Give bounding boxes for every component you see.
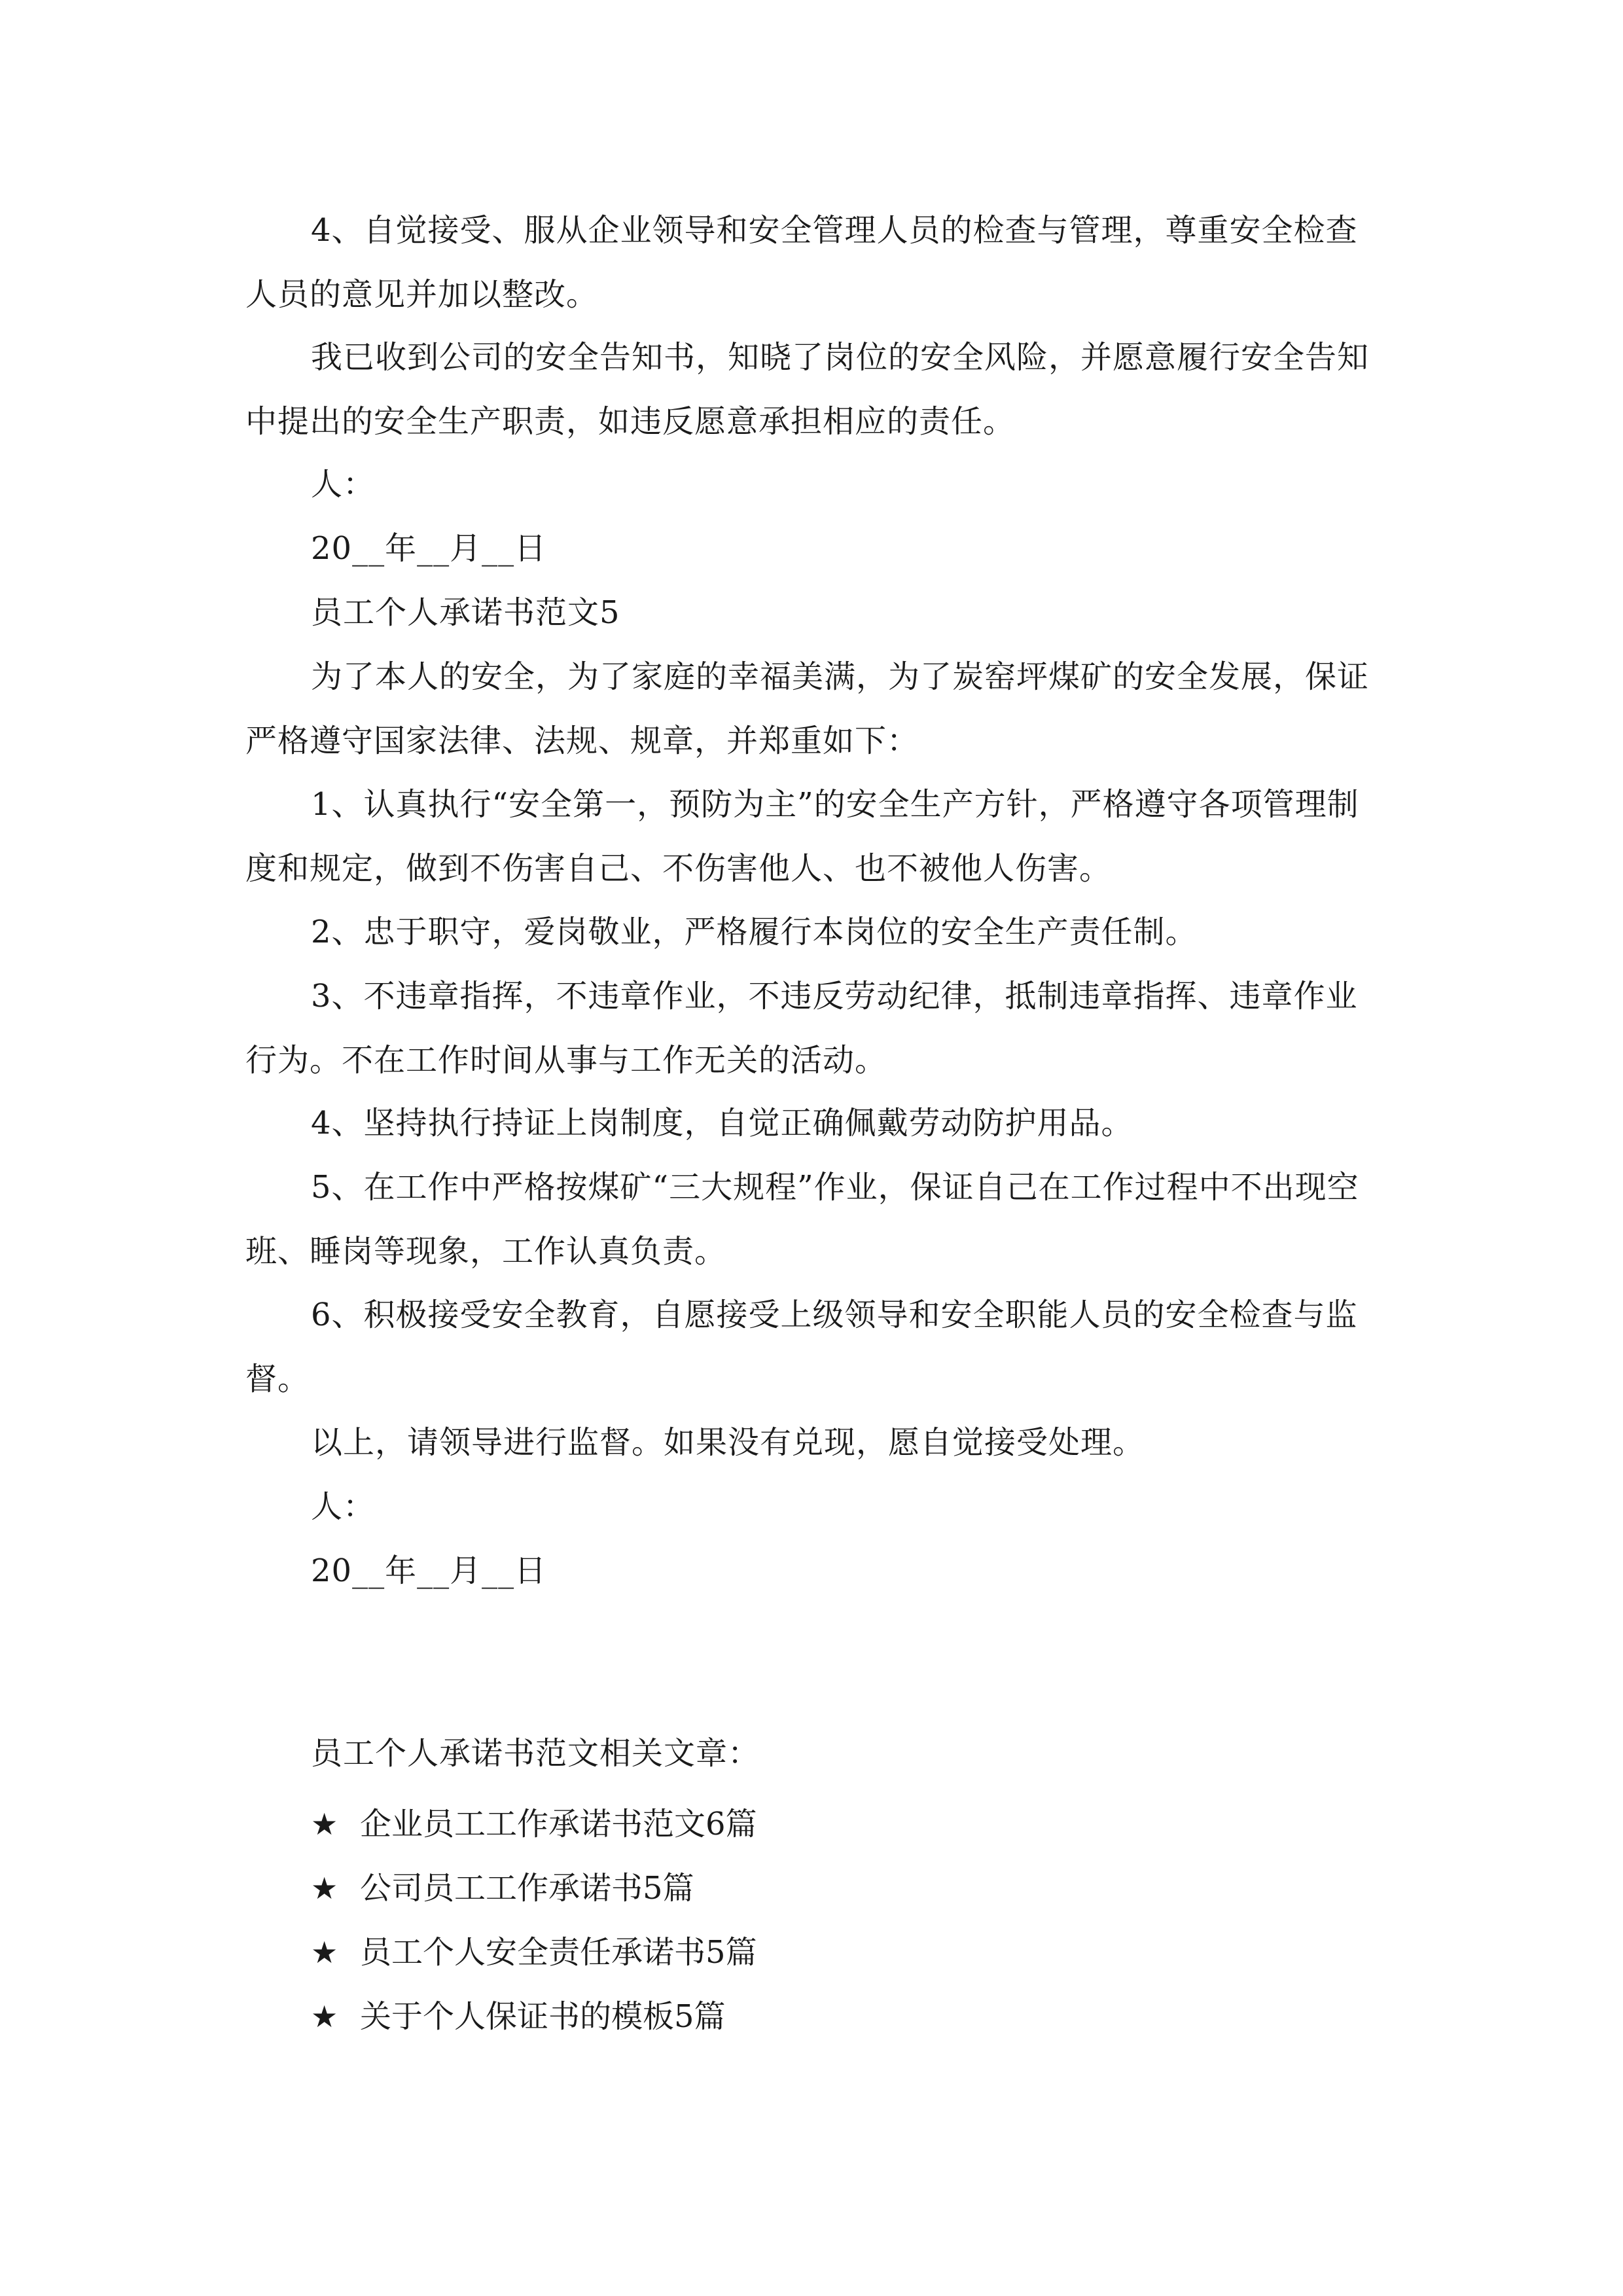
signature-line: 人： — [311, 466, 376, 503]
star-icon: ★ — [311, 1935, 338, 1970]
paragraph-intro: 为了本人的安全，为了家庭的幸福美满，为了炭窑坪煤矿的安全发展，保证严格遵守国家法律、法规、规章，并郑重如下： — [245, 658, 1370, 759]
star-icon: ★ — [311, 1806, 338, 1842]
related-article-title[interactable]: 企业员工工作承诺书范文6篇 — [360, 1806, 757, 1842]
related-article-link[interactable] — [311, 1792, 757, 1856]
date-line: 20__年__月__日 — [311, 1552, 547, 1589]
section-heading: 员工个人承诺书范文5 — [311, 594, 620, 631]
related-article-link[interactable] — [311, 1984, 726, 2049]
paragraph-item-4b: 4、坚持执行持证上岗制度，自觉正确佩戴劳动防护用品。 — [311, 1105, 1133, 1141]
related-article-title[interactable]: 员工个人安全责任承诺书5篇 — [360, 1934, 757, 1971]
paragraph-item-3: 3、不违章指挥，不违章作业，不违反劳动纪律，抵制违章指挥、违章作业行为。不在工作时间从事与工作无关的活动。 — [245, 978, 1358, 1079]
related-article-link[interactable] — [311, 1856, 694, 1920]
paragraph-item-4: 4、自觉接受、服从企业领导和安全管理人员的检查与管理，尊重安全检查人员的意见并加以整改。 — [245, 212, 1358, 313]
paragraph-item-2: 2、忠于职守，爱岗敬业，严格履行本岗位的安全生产责任制。 — [311, 914, 1198, 950]
related-article-link[interactable] — [311, 1920, 757, 1984]
star-icon: ★ — [311, 1999, 338, 2034]
related-articles-heading: 员工个人承诺书范文相关文章： — [311, 1735, 760, 1772]
paragraph-item-5: 5、在工作中严格按煤矿“三大规程”作业，保证自己在工作过程中不出现空班、睡岗等现象，工作认真负责。 — [245, 1169, 1359, 1270]
signature-line: 人： — [311, 1488, 376, 1525]
paragraph-item-6: 6、积极接受安全教育，自愿接受上级领导和安全职能人员的安全检查与监督。 — [245, 1297, 1358, 1397]
closing-line: 以上，请领导进行监督。如果没有兑现，愿自觉接受处理。 — [311, 1424, 1145, 1461]
paragraph-acknowledgement: 我已收到公司的安全告知书，知晓了岗位的安全风险，并愿意履行安全告知中提出的安全生产职责，如违反愿意承担相应的责任。 — [245, 339, 1370, 440]
related-article-title[interactable]: 关于个人保证书的模板5篇 — [360, 1998, 726, 2035]
paragraph-item-1: 1、认真执行“安全第一，预防为主”的安全生产方针，严格遵守各项管理制度和规定，做到不伤害自己、不伤害他人、也不被他人伤害。 — [245, 786, 1359, 887]
related-article-title[interactable]: 公司员工工作承诺书5篇 — [360, 1870, 694, 1907]
date-line: 20__年__月__日 — [311, 530, 547, 567]
star-icon: ★ — [311, 1871, 338, 1906]
